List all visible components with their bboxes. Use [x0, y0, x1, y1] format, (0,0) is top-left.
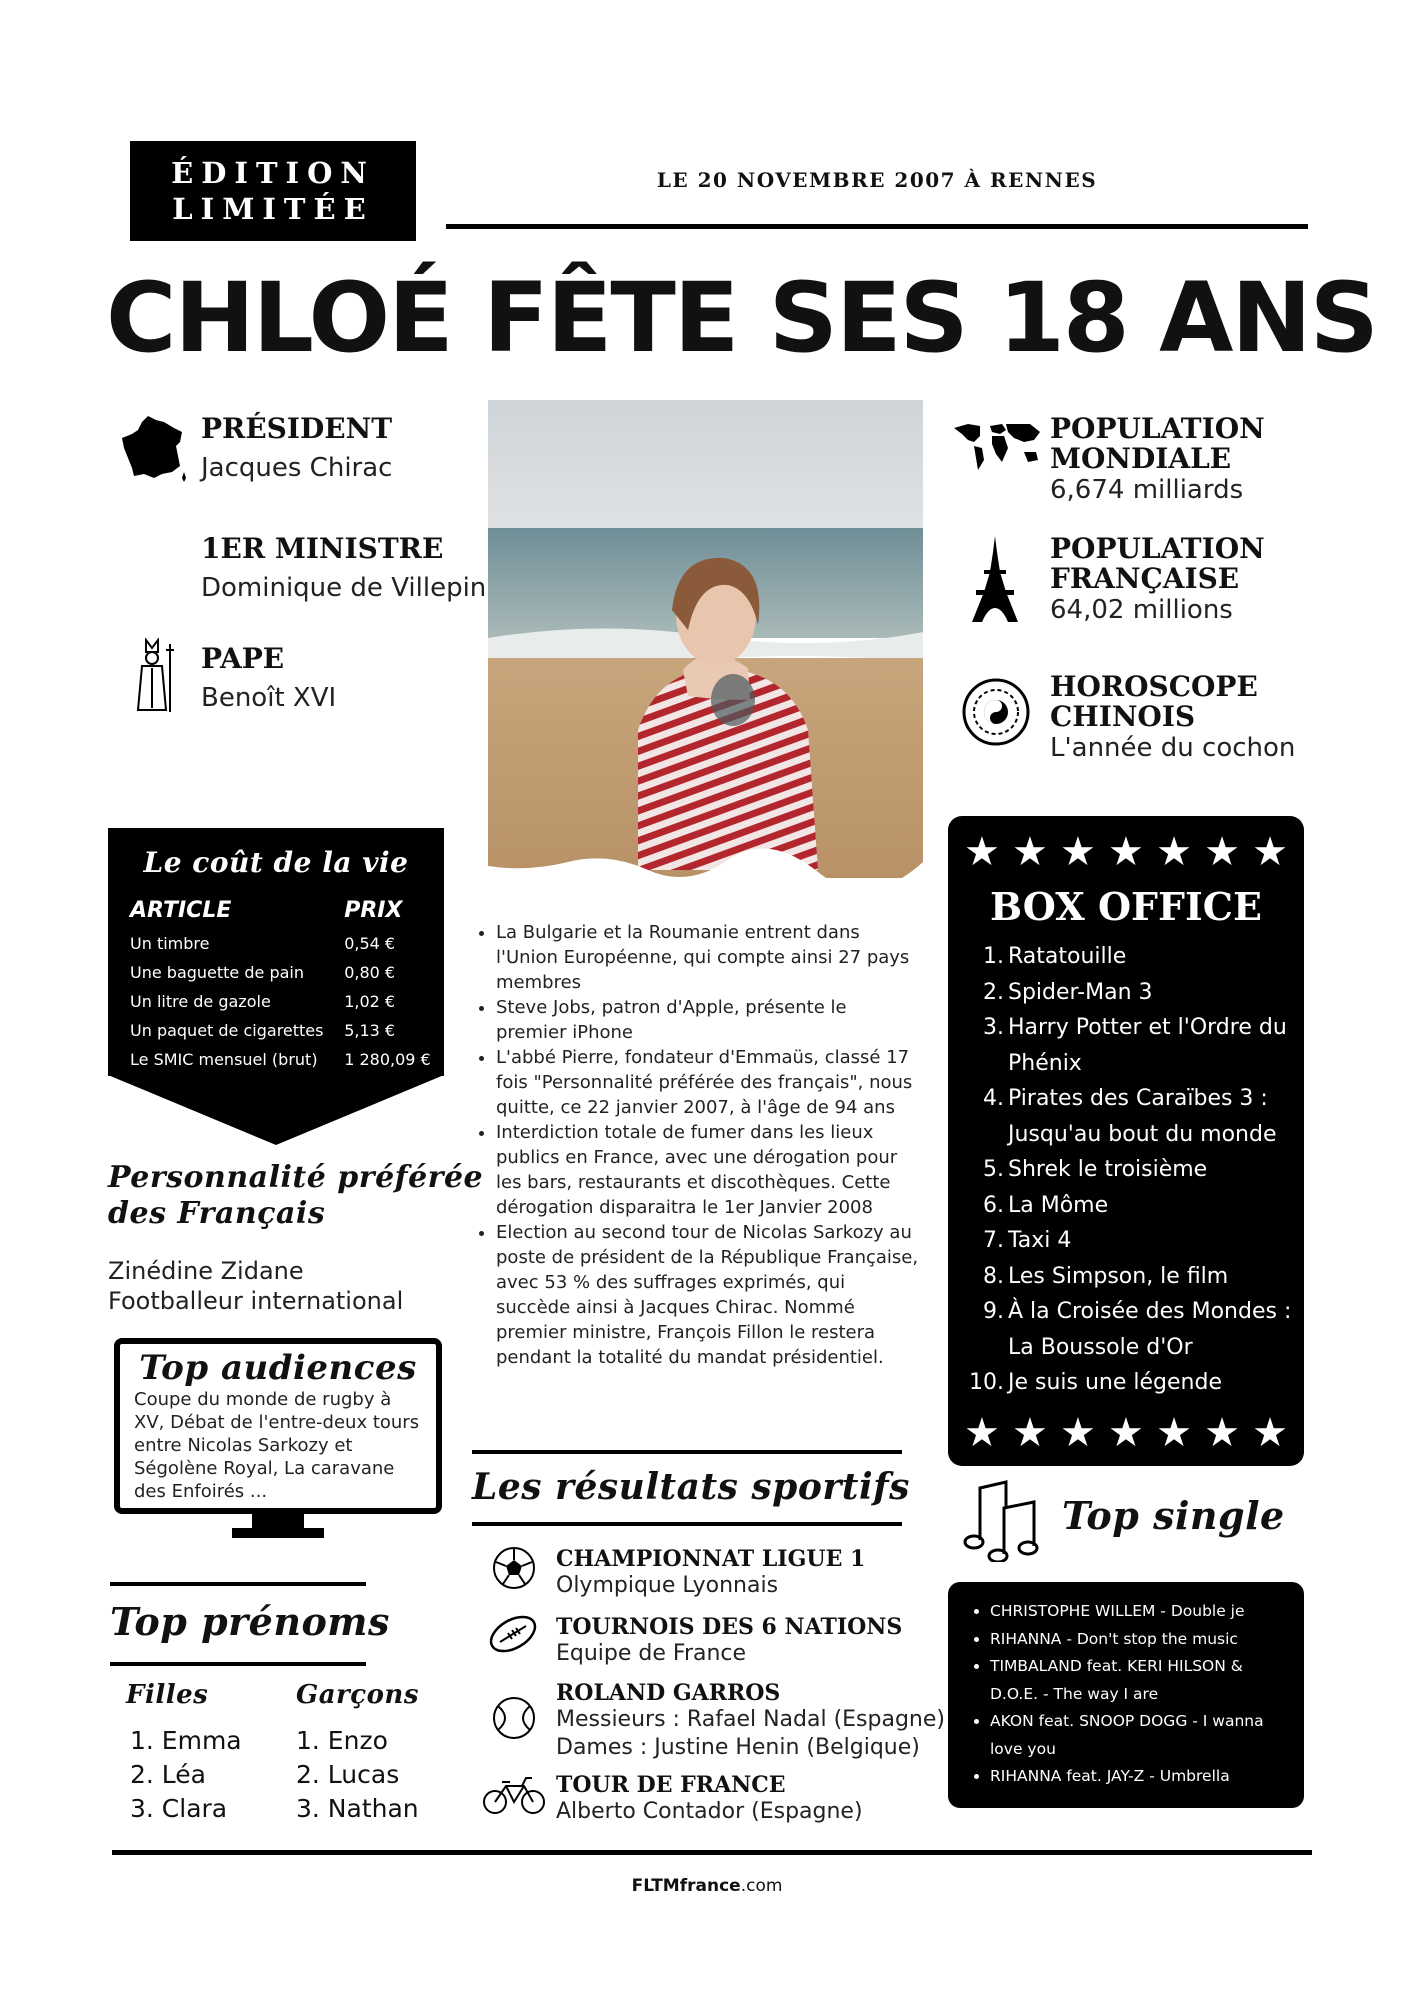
world-map-icon [950, 418, 1044, 472]
fact-value-france-pop: 64,02 millions [1050, 595, 1233, 625]
list-item: • RIHANNA - Don't stop the music [990, 1626, 1290, 1654]
cost-header-price: PRIX [344, 898, 403, 923]
star-icon: ★ [964, 829, 1000, 875]
star-icon: ★ [1108, 1409, 1144, 1456]
cost-price: 1,02 € [344, 992, 396, 1011]
sport-value-6-nations: Equipe de France [556, 1641, 747, 1666]
news-item: • Interdiction totale de fumer dans les lieux publics en France, avec une dérogation pour les bars, restaurants et discothèques. Cette dérogation disparaitra le 1er Janvier 2008 [496, 1120, 922, 1220]
news-item: • L'abbé Pierre, fondateur d'Emmaüs, classé 17 fois "Personnalité préférée des français", nous quitte, ce 22 janvier 2007, à l'âge de 94 ans [496, 1045, 922, 1120]
footer-brand-bold: FLTMfrance [631, 1876, 741, 1896]
cost-article: Un timbre [130, 934, 210, 953]
rank: 2. [983, 979, 1004, 1005]
cost-row [130, 958, 440, 987]
prenoms-title: Top prénoms [110, 1599, 390, 1644]
fact-value-horoscope: L'année du cochon [1050, 733, 1296, 763]
tennis-ball-icon [492, 1696, 536, 1740]
header-rule [446, 224, 1308, 229]
personality-name: Zinédine Zidane [108, 1257, 304, 1285]
list-item: • TIMBALAND feat. KERI HILSON & D.O.E. - The way I are [990, 1653, 1290, 1708]
tv-stand [232, 1528, 324, 1538]
sport-title-tour-de-france: TOUR DE FRANCE [556, 1772, 786, 1798]
list-item: 2. Léa [130, 1760, 206, 1789]
film-title: Shrek le troisième [1008, 1157, 1208, 1182]
cost-row [130, 987, 440, 1016]
sports-rule-top [472, 1450, 902, 1454]
star-icon: ★ [1204, 1409, 1240, 1456]
star-icon: ★ [1252, 829, 1288, 875]
cost-article: Une baguette de pain [130, 963, 304, 982]
fact-label-prime-minister: 1ER MINISTRE [201, 532, 444, 565]
dateline: LE 20 NOVEMBRE 2007 À RENNES [656, 168, 1098, 192]
footer-brand [0, 1876, 1414, 1896]
list-item [948, 939, 1304, 975]
film-title: Je suis une légende [1008, 1370, 1222, 1395]
fact-value-pope: Benoît XVI [201, 683, 337, 713]
box-office-panel [948, 816, 1304, 1466]
rank: 6. [983, 1192, 1004, 1218]
star-icon: ★ [964, 1409, 1000, 1456]
cost-article: Le SMIC mensuel (brut) [130, 1050, 318, 1069]
cost-article: Un litre de gazole [130, 992, 271, 1011]
rank: 5. [983, 1157, 1004, 1182]
fact-label-horoscope: HOROSCOPE CHINOIS [1050, 670, 1258, 733]
list-item [948, 975, 1304, 1011]
film-title: Les Simpson, le film [1008, 1263, 1229, 1289]
film-title: Pirates des Caraïbes 3 : Jusqu'au bout du monde [1008, 1086, 1277, 1147]
list-item: 3. Nathan [296, 1794, 419, 1823]
cost-article: Un paquet de cigarettes [130, 1021, 324, 1040]
music-notes-icon [962, 1478, 1042, 1562]
soccer-ball-icon [492, 1546, 536, 1590]
prenoms-rule-top [110, 1582, 366, 1586]
cost-price: 0,80 € [344, 963, 396, 982]
star-icon: ★ [1204, 829, 1240, 875]
rank: 4. [983, 1086, 1004, 1111]
star-icon: ★ [1060, 1409, 1096, 1456]
list-item: 1. Enzo [296, 1726, 388, 1755]
star-icon: ★ [1156, 1409, 1192, 1456]
cost-row [130, 1045, 440, 1074]
fact-label-world-pop: POPULATION MONDIALE [1050, 412, 1265, 475]
film-title: Ratatouille [1008, 944, 1127, 969]
list-item [948, 1365, 1304, 1401]
list-item [948, 1188, 1304, 1224]
edition-line-1: ÉDITION [171, 156, 375, 190]
list-item: 3. Clara [130, 1794, 228, 1823]
film-title: Harry Potter et l'Ordre du Phénix [1008, 1015, 1287, 1076]
eiffel-tower-icon [962, 534, 1028, 626]
list-item [948, 1294, 1304, 1365]
edition-badge [130, 141, 416, 241]
list-item [948, 1223, 1304, 1259]
fact-value-prime-minister: Dominique de Villepin [201, 573, 487, 603]
prenoms-rule-bottom [110, 1662, 366, 1666]
audiences-text: Coupe du monde de rugby à XV, Débat de l'entre-deux tours entre Nicolas Sarkozy et Ségolène Royal, La caravane des Enfoirés ... [134, 1389, 420, 1502]
footer-rule [112, 1850, 1312, 1855]
cost-table [130, 898, 440, 1074]
garcons-label: Garçons [296, 1680, 419, 1710]
rank: 10. [969, 1370, 1004, 1395]
pope-icon [126, 638, 176, 714]
list-item: 1. Emma [130, 1726, 242, 1755]
list-item [948, 1010, 1304, 1081]
sport-value-roland-garros-men: Messieurs : Rafael Nadal (Espagne) [556, 1707, 945, 1732]
list-item: • CHRISTOPHE WILLEM - Double je [990, 1598, 1290, 1626]
sport-title-6-nations: TOURNOIS DES 6 NATIONS [556, 1614, 903, 1640]
filles-label: Filles [126, 1680, 209, 1710]
list-item [948, 1259, 1304, 1295]
cost-panel-arrow [108, 1075, 444, 1145]
fact-label-france-pop: POPULATION FRANÇAISE [1050, 532, 1265, 595]
cost-price: 0,54 € [344, 934, 396, 953]
box-office-list [948, 939, 1304, 1401]
rank: 1. [983, 944, 1004, 969]
personality-title-line-2: des Français [108, 1196, 326, 1231]
star-icon: ★ [1156, 829, 1192, 875]
news-item: • La Bulgarie et la Roumanie entrent dans l'Union Européenne, qui compte ainsi 27 pays membres [496, 920, 922, 995]
news-item: • Election au second tour de Nicolas Sarkozy au poste de président de la République Française, avec 53 % des suffrages exprimés, qui succède ainsi à Jacques Chirac. Nommé premier ministre, François Fillon le restera pendant la totalité du mandat présidentiel. [496, 1220, 922, 1370]
list-item [948, 1081, 1304, 1152]
rank: 7. [983, 1228, 1004, 1253]
stars-top [948, 830, 1304, 874]
france-map-icon [118, 412, 190, 484]
rank: 8. [983, 1263, 1004, 1289]
film-title: Spider-Man 3 [1008, 979, 1153, 1005]
stars-bottom [948, 1411, 1304, 1455]
page-title: CHLOÉ FÊTE SES 18 ANS [106, 262, 1377, 374]
personality-title-line-1: Personnalité préférée [108, 1160, 484, 1195]
top-single-panel [948, 1582, 1304, 1808]
tv-screen [114, 1338, 442, 1514]
sports-title: Les résultats sportifs [472, 1466, 910, 1508]
star-icon: ★ [1060, 829, 1096, 875]
personality-title [108, 1160, 483, 1232]
fact-label-president: PRÉSIDENT [201, 412, 393, 445]
fact-label-pope: PAPE [201, 642, 285, 675]
birthday-photo [488, 400, 923, 878]
list-item: • AKON feat. SNOOP DOGG - I wanna love you [990, 1708, 1290, 1763]
bicycle-icon [482, 1774, 546, 1818]
cost-of-living-title: Le coût de la vie [143, 846, 409, 879]
list-item [948, 1152, 1304, 1188]
box-office-title: BOX OFFICE [989, 884, 1262, 929]
film-title: À la Croisée des Mondes : La Boussole d'Or [1008, 1299, 1292, 1360]
cost-row [130, 1016, 440, 1045]
rank: 3. [983, 1015, 1004, 1040]
audiences-title: Top audiences [139, 1348, 417, 1388]
star-icon: ★ [1108, 829, 1144, 875]
fact-value-world-pop: 6,674 milliards [1050, 475, 1244, 505]
list-item: • RIHANNA feat. JAY-Z - Umbrella [990, 1763, 1290, 1791]
film-title: Taxi 4 [1008, 1228, 1072, 1253]
garcons-list [296, 1724, 419, 1826]
sport-value-ligue1: Olympique Lyonnais [556, 1573, 779, 1598]
top-single-title: Top single [1062, 1493, 1285, 1538]
star-icon: ★ [1012, 1409, 1048, 1456]
rank: 9. [983, 1299, 1004, 1324]
edition-line-2: LIMITÉE [172, 192, 374, 226]
cost-row [130, 929, 440, 958]
footer-brand-rest: .com [740, 1876, 783, 1896]
list-item: 2. Lucas [296, 1760, 400, 1789]
fact-value-president: Jacques Chirac [201, 453, 393, 483]
star-icon: ★ [1012, 829, 1048, 875]
cost-price: 1 280,09 € [344, 1050, 431, 1069]
sport-value-roland-garros-women: Dames : Justine Henin (Belgique) [556, 1735, 920, 1760]
news-item: • Steve Jobs, patron d'Apple, présente le premier iPhone [496, 995, 922, 1045]
news-list [472, 920, 922, 1370]
sports-rule-bottom [472, 1522, 902, 1526]
sport-title-ligue1: CHAMPIONNAT LIGUE 1 [556, 1546, 866, 1572]
zodiac-wheel-icon [962, 678, 1030, 746]
rugby-ball-icon [486, 1612, 540, 1656]
cost-price: 5,13 € [344, 1021, 396, 1040]
personality-role: Footballeur international [108, 1287, 404, 1315]
film-title: La Môme [1008, 1192, 1109, 1218]
filles-list [130, 1724, 242, 1826]
sport-title-roland-garros: ROLAND GARROS [556, 1680, 781, 1706]
star-icon: ★ [1252, 1409, 1288, 1456]
top-single-list [972, 1598, 1290, 1791]
cost-of-living-panel [108, 828, 444, 1076]
sport-value-tour-de-france: Alberto Contador (Espagne) [556, 1799, 863, 1824]
cost-header-article: ARTICLE [130, 898, 232, 923]
